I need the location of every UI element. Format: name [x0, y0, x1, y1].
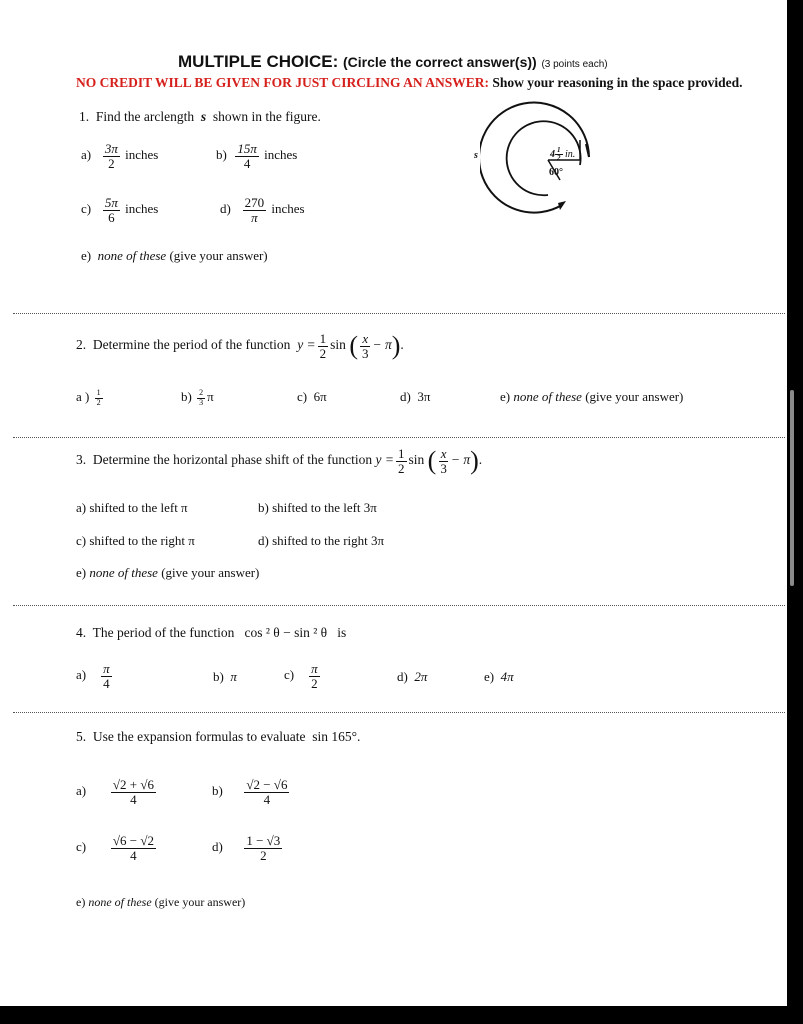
q1-prompt: 1. Find the arclength s shown in the figure.	[79, 109, 321, 124]
figure-radius-label: 4 $\frac{1}{2}$ in.	[550, 146, 576, 163]
q5-option-e[interactable]: e) none of these (give your answer)	[76, 895, 246, 909]
q5-option-b[interactable]: b) $\frac{√2 - √6}{4}$	[212, 777, 288, 807]
q3-option-e[interactable]: e) none of these (give your answer)	[76, 565, 260, 580]
q3-option-c[interactable]: c) shifted to the right π	[76, 533, 195, 548]
divider	[13, 712, 785, 713]
q4-option-b[interactable]: b) π	[213, 669, 237, 684]
page-title: MULTIPLE CHOICE: (Circle the correct answer(s)) (3 points each)	[178, 52, 608, 71]
q5-prompt: 5. Use the expansion formulas to evaluate sin 165°.	[76, 729, 361, 744]
q4-option-e[interactable]: e) 4π	[484, 669, 514, 684]
divider	[13, 437, 785, 438]
q1-option-e[interactable]: e) none of these (give your answer)	[81, 248, 268, 263]
divider	[13, 605, 785, 606]
q3-option-d[interactable]: d) shifted to the right 3π	[258, 533, 385, 548]
q2-option-a[interactable]: a ) $\frac{1}{2}$	[76, 388, 101, 407]
q4-prompt: 4. The period of the function cos ² θ − sin ² θ is	[76, 625, 347, 640]
instructions: NO CREDIT WILL BE GIVEN FOR JUST CIRCLING AN ANSWER: Show your reasoning in the space provided.	[76, 75, 743, 90]
figure-angle-label: 60°	[549, 167, 563, 178]
q1-option-c[interactable]: c) $\frac{5\pi}{6}$ inches	[81, 195, 159, 225]
figure-arc-label: s	[474, 150, 478, 161]
q4-option-d[interactable]: d) 2π	[397, 669, 428, 684]
q2-option-e[interactable]: e) none of these (give your answer)	[500, 389, 684, 404]
q5-option-a[interactable]: a) $\frac{√2 + √6}{4}$	[76, 777, 154, 807]
q3-option-a[interactable]: a) shifted to the left π	[76, 500, 188, 515]
q1-option-d[interactable]: d) $\frac{270}{\pi}$ inches	[220, 195, 305, 225]
q1-option-b[interactable]: b) $\frac{15\pi}{4}$ inches	[216, 141, 298, 171]
arc-figure	[480, 100, 610, 220]
q4-option-a[interactable]: a) $\frac{\pi}{4}$	[76, 661, 110, 691]
q1-option-a[interactable]: a) $\frac{3\pi}{2}$ inches	[81, 141, 159, 171]
q3-option-b[interactable]: b) shifted to the left 3π	[258, 500, 377, 515]
q5-option-d[interactable]: d) $\frac{1 - √3}{2}$	[212, 833, 281, 863]
q2-option-c[interactable]: c) 6π	[297, 389, 327, 404]
q5-option-c[interactable]: c) $\frac{√6 - √2}{4}$	[76, 833, 154, 863]
q2-option-b[interactable]: b) $\frac{2}{3}$ π	[181, 388, 214, 407]
scrollbar[interactable]	[790, 390, 794, 586]
q2-prompt: 2. Determine the period of the function y = $\frac{1}{2}$ sin ( $\frac{x}{3}$ − π).	[76, 330, 404, 361]
divider	[13, 313, 785, 314]
q3-prompt: 3. Determine the horizontal phase shift of the function y = $\frac{1}{2}$ sin ( $\frac{x}{3}$ − π).	[76, 445, 483, 476]
q4-option-c[interactable]: c) $\frac{\pi}{2}$	[284, 661, 318, 691]
arc-arrowhead	[558, 201, 566, 210]
q2-option-d[interactable]: d) 3π	[400, 389, 431, 404]
